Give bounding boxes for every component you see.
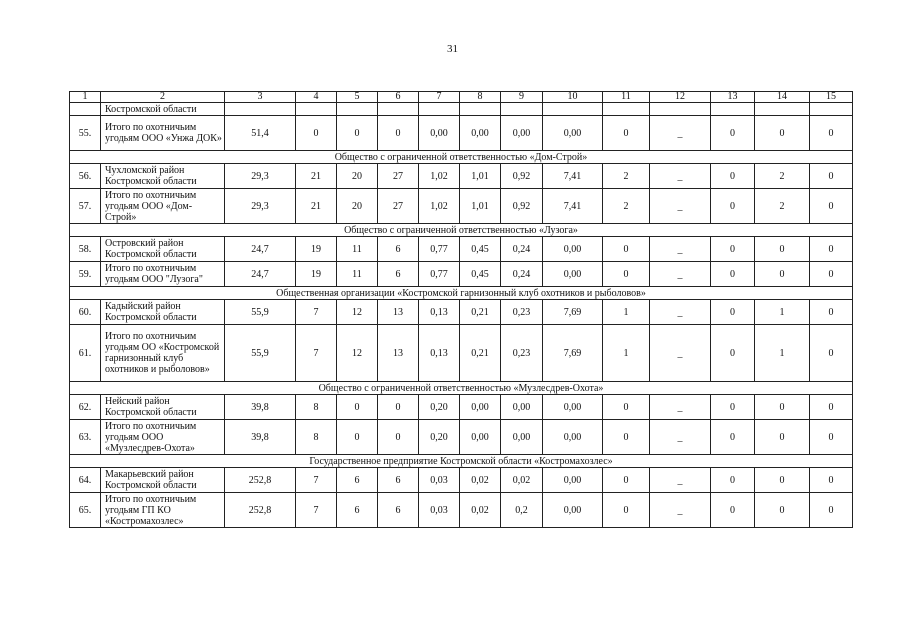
value-cell: 1,01 xyxy=(460,164,501,189)
column-number: 6 xyxy=(378,92,419,103)
value-cell: 7 xyxy=(296,300,337,325)
value-cell: 6 xyxy=(337,468,378,493)
value-cell: 1 xyxy=(603,300,650,325)
value-cell: 7,41 xyxy=(543,164,603,189)
value-cell: 0 xyxy=(810,237,853,262)
value-cell: 0,23 xyxy=(501,325,543,382)
empty-cell xyxy=(70,103,101,116)
value-cell: 0 xyxy=(603,420,650,455)
organization-title: Общественная организации «Костромской гарнизонный клуб охотников и рыболовов» xyxy=(70,287,853,300)
value-cell: 2 xyxy=(755,164,810,189)
value-cell: 55,9 xyxy=(225,300,296,325)
value-cell: 29,3 xyxy=(225,189,296,224)
value-cell: 0 xyxy=(711,420,755,455)
value-cell: 0,45 xyxy=(460,262,501,287)
value-cell: 0 xyxy=(378,395,419,420)
value-cell: 0,92 xyxy=(501,189,543,224)
value-cell: 7 xyxy=(296,468,337,493)
value-cell: 0,00 xyxy=(419,116,460,151)
organization-title: Общество с ограниченной ответственностью «Лузога» xyxy=(70,224,853,237)
table-row xyxy=(70,395,853,420)
column-number: 2 xyxy=(101,92,225,103)
value-cell: 27 xyxy=(378,164,419,189)
column-number: 4 xyxy=(296,92,337,103)
value-cell: 0 xyxy=(711,300,755,325)
value-cell: 0,20 xyxy=(419,420,460,455)
value-cell: 0 xyxy=(755,116,810,151)
value-cell: _ xyxy=(650,189,711,224)
territory-name: Макарьевский район Костромской области xyxy=(101,468,225,493)
value-cell: 0 xyxy=(603,237,650,262)
organization-title: Государственное предприятие Костромской области «Костромахозлес» xyxy=(70,455,853,468)
value-cell: 0 xyxy=(755,262,810,287)
value-cell: 13 xyxy=(378,325,419,382)
value-cell: 0 xyxy=(711,325,755,382)
row-number: 65. xyxy=(70,493,101,528)
value-cell: 7,69 xyxy=(543,300,603,325)
value-cell: 19 xyxy=(296,237,337,262)
value-cell: _ xyxy=(650,325,711,382)
territory-name: Нейский район Костромской области xyxy=(101,395,225,420)
value-cell: 0,45 xyxy=(460,237,501,262)
value-cell: 0 xyxy=(810,116,853,151)
row-number: 61. xyxy=(70,325,101,382)
value-cell: 0 xyxy=(810,468,853,493)
value-cell: 0 xyxy=(810,493,853,528)
value-cell: 252,8 xyxy=(225,493,296,528)
empty-cell xyxy=(460,103,501,116)
value-cell: _ xyxy=(650,420,711,455)
value-cell: 0,00 xyxy=(460,395,501,420)
empty-cell xyxy=(543,103,603,116)
row-number: 57. xyxy=(70,189,101,224)
territory-name: Кадыйский район Костромской области xyxy=(101,300,225,325)
value-cell: 0 xyxy=(378,420,419,455)
value-cell: 6 xyxy=(378,493,419,528)
value-cell: _ xyxy=(650,262,711,287)
territory-name: Итого по охотничьим угодьям ООО "Лузога" xyxy=(101,262,225,287)
value-cell: 0 xyxy=(810,262,853,287)
empty-cell xyxy=(501,103,543,116)
value-cell: 29,3 xyxy=(225,164,296,189)
value-cell: 0 xyxy=(755,420,810,455)
value-cell: 6 xyxy=(337,493,378,528)
value-cell: 0,00 xyxy=(501,395,543,420)
page-number: 31 xyxy=(447,43,458,55)
column-number: 11 xyxy=(603,92,650,103)
value-cell: 7,69 xyxy=(543,325,603,382)
value-cell: _ xyxy=(650,468,711,493)
value-cell: 20 xyxy=(337,189,378,224)
column-number: 9 xyxy=(501,92,543,103)
value-cell: 0 xyxy=(755,493,810,528)
value-cell: 0,20 xyxy=(419,395,460,420)
column-number: 3 xyxy=(225,92,296,103)
value-cell: 1,01 xyxy=(460,189,501,224)
column-number: 12 xyxy=(650,92,711,103)
empty-cell xyxy=(225,103,296,116)
row-number: 60. xyxy=(70,300,101,325)
value-cell: 24,7 xyxy=(225,262,296,287)
value-cell: 0,00 xyxy=(543,262,603,287)
value-cell: 0 xyxy=(337,420,378,455)
value-cell: 0,00 xyxy=(501,116,543,151)
column-number: 14 xyxy=(755,92,810,103)
value-cell: 2 xyxy=(603,189,650,224)
table-row xyxy=(70,468,853,493)
table-row xyxy=(70,237,853,262)
value-cell: 0 xyxy=(603,468,650,493)
continuation-row xyxy=(70,103,853,116)
table-row xyxy=(70,262,853,287)
value-cell: 0 xyxy=(711,237,755,262)
table-row xyxy=(70,325,853,382)
row-number: 56. xyxy=(70,164,101,189)
table-row xyxy=(70,164,853,189)
territory-name: Итого по охотничьим угодьям ГП КО «Костромахозлес» xyxy=(101,493,225,528)
value-cell: 0 xyxy=(337,116,378,151)
value-cell: 0 xyxy=(810,325,853,382)
value-cell: 252,8 xyxy=(225,468,296,493)
empty-cell xyxy=(296,103,337,116)
value-cell: 0,92 xyxy=(501,164,543,189)
value-cell: 8 xyxy=(296,395,337,420)
value-cell: _ xyxy=(650,493,711,528)
value-cell: 0 xyxy=(711,189,755,224)
column-number: 10 xyxy=(543,92,603,103)
value-cell: 1,02 xyxy=(419,164,460,189)
value-cell: 0 xyxy=(711,262,755,287)
value-cell: 39,8 xyxy=(225,395,296,420)
row-number: 64. xyxy=(70,468,101,493)
value-cell: 7,41 xyxy=(543,189,603,224)
organization-section-row xyxy=(70,224,853,237)
value-cell: 55,9 xyxy=(225,325,296,382)
value-cell: 7 xyxy=(296,493,337,528)
value-cell: 0 xyxy=(711,395,755,420)
table-row xyxy=(70,189,853,224)
organization-section-row xyxy=(70,151,853,164)
value-cell: 0 xyxy=(603,116,650,151)
value-cell: 0 xyxy=(296,116,337,151)
value-cell: 7 xyxy=(296,325,337,382)
value-cell: 13 xyxy=(378,300,419,325)
value-cell: 11 xyxy=(337,262,378,287)
empty-cell xyxy=(755,103,810,116)
value-cell: 0,77 xyxy=(419,237,460,262)
value-cell: 0 xyxy=(378,116,419,151)
value-cell: _ xyxy=(650,116,711,151)
value-cell: 0 xyxy=(337,395,378,420)
column-number: 5 xyxy=(337,92,378,103)
value-cell: _ xyxy=(650,164,711,189)
value-cell: 0,00 xyxy=(543,116,603,151)
value-cell: _ xyxy=(650,300,711,325)
organization-section-row xyxy=(70,382,853,395)
value-cell: 0,00 xyxy=(543,493,603,528)
row-number: 59. xyxy=(70,262,101,287)
value-cell: 0,13 xyxy=(419,300,460,325)
organization-title: Общество с ограниченной ответственностью «Дом-Строй» xyxy=(70,151,853,164)
empty-cell xyxy=(810,103,853,116)
value-cell: 0 xyxy=(711,468,755,493)
value-cell: 11 xyxy=(337,237,378,262)
value-cell: 0,00 xyxy=(460,116,501,151)
table-row xyxy=(70,420,853,455)
table-row xyxy=(70,116,853,151)
territory-name: Итого по охотничьим угодьям ООО «Дом-Строй» xyxy=(101,189,225,224)
value-cell: 0,00 xyxy=(501,420,543,455)
value-cell: 19 xyxy=(296,262,337,287)
value-cell: 0,13 xyxy=(419,325,460,382)
value-cell: 0,24 xyxy=(501,237,543,262)
empty-cell xyxy=(337,103,378,116)
column-number: 8 xyxy=(460,92,501,103)
empty-cell xyxy=(419,103,460,116)
organization-title: Общество с ограниченной ответственностью «Музлесдрев-Охота» xyxy=(70,382,853,395)
value-cell: 0,02 xyxy=(460,468,501,493)
value-cell: 0 xyxy=(810,164,853,189)
value-cell: 0 xyxy=(603,262,650,287)
column-number: 1 xyxy=(70,92,101,103)
column-number: 13 xyxy=(711,92,755,103)
value-cell: 0,02 xyxy=(460,493,501,528)
value-cell: 0 xyxy=(603,493,650,528)
value-cell: 0 xyxy=(755,237,810,262)
row-number: 63. xyxy=(70,420,101,455)
value-cell: 0,23 xyxy=(501,300,543,325)
continuation-name: Костромской области xyxy=(101,103,225,116)
value-cell: 1,02 xyxy=(419,189,460,224)
value-cell: 0,00 xyxy=(543,237,603,262)
value-cell: 24,7 xyxy=(225,237,296,262)
value-cell: 0,00 xyxy=(543,468,603,493)
value-cell: 0,24 xyxy=(501,262,543,287)
value-cell: 12 xyxy=(337,300,378,325)
column-number: 15 xyxy=(810,92,853,103)
value-cell: 0 xyxy=(711,164,755,189)
row-number: 55. xyxy=(70,116,101,151)
value-cell: 39,8 xyxy=(225,420,296,455)
value-cell: 1 xyxy=(755,300,810,325)
value-cell: 0,00 xyxy=(460,420,501,455)
value-cell: 0,02 xyxy=(501,468,543,493)
row-number: 62. xyxy=(70,395,101,420)
value-cell: 0 xyxy=(711,116,755,151)
value-cell: 20 xyxy=(337,164,378,189)
territory-name: Итого по охотничьим угодьям ООО «Унжа ДОК» xyxy=(101,116,225,151)
value-cell: 21 xyxy=(296,189,337,224)
value-cell: 12 xyxy=(337,325,378,382)
empty-cell xyxy=(711,103,755,116)
value-cell: 0 xyxy=(810,189,853,224)
value-cell: 0,21 xyxy=(460,300,501,325)
territory-name: Итого по охотничьим угодьям ОО «Костромской гарнизонный клуб охотников и рыболовов» xyxy=(101,325,225,382)
value-cell: 0,00 xyxy=(543,420,603,455)
value-cell: 0 xyxy=(810,395,853,420)
value-cell: _ xyxy=(650,237,711,262)
value-cell: 0,03 xyxy=(419,493,460,528)
value-cell: 1 xyxy=(755,325,810,382)
value-cell: _ xyxy=(650,395,711,420)
value-cell: 0 xyxy=(755,395,810,420)
value-cell: 0 xyxy=(711,493,755,528)
row-number: 58. xyxy=(70,237,101,262)
table-row xyxy=(70,493,853,528)
value-cell: 1 xyxy=(603,325,650,382)
value-cell: 21 xyxy=(296,164,337,189)
hunting-grounds-table xyxy=(69,91,853,528)
value-cell: 6 xyxy=(378,468,419,493)
empty-cell xyxy=(378,103,419,116)
value-cell: 0 xyxy=(603,395,650,420)
territory-name: Итого по охотничьим угодьям ООО «Музлесдрев-Охота» xyxy=(101,420,225,455)
organization-section-row xyxy=(70,287,853,300)
value-cell: 0,77 xyxy=(419,262,460,287)
territory-name: Островский район Костромской области xyxy=(101,237,225,262)
value-cell: 6 xyxy=(378,262,419,287)
value-cell: 0 xyxy=(755,468,810,493)
value-cell: 0,21 xyxy=(460,325,501,382)
value-cell: 0,2 xyxy=(501,493,543,528)
value-cell: 6 xyxy=(378,237,419,262)
empty-cell xyxy=(603,103,650,116)
value-cell: 0,03 xyxy=(419,468,460,493)
column-number-row xyxy=(70,92,853,103)
value-cell: 8 xyxy=(296,420,337,455)
column-number: 7 xyxy=(419,92,460,103)
value-cell: 2 xyxy=(603,164,650,189)
territory-name: Чухломской район Костромской области xyxy=(101,164,225,189)
value-cell: 27 xyxy=(378,189,419,224)
value-cell: 0 xyxy=(810,300,853,325)
empty-cell xyxy=(650,103,711,116)
value-cell: 51,4 xyxy=(225,116,296,151)
value-cell: 2 xyxy=(755,189,810,224)
table-row xyxy=(70,300,853,325)
value-cell: 0,00 xyxy=(543,395,603,420)
value-cell: 0 xyxy=(810,420,853,455)
organization-section-row xyxy=(70,455,853,468)
